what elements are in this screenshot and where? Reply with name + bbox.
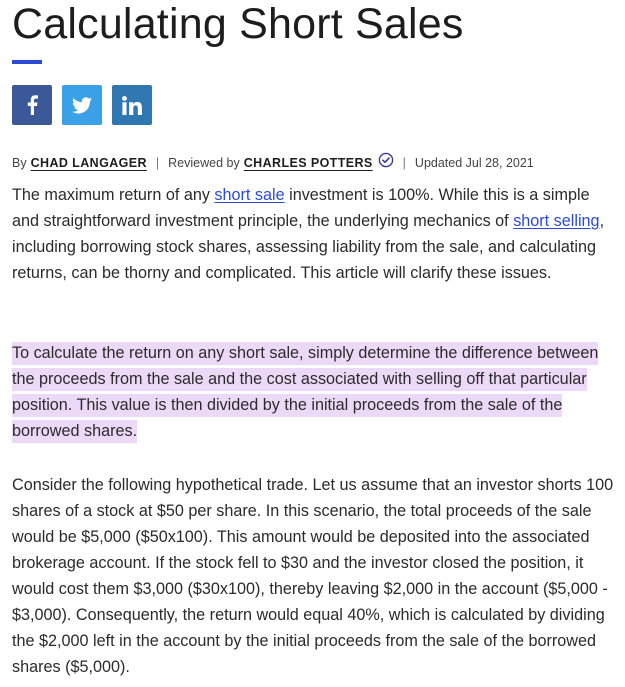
facebook-share-button[interactable] [12, 85, 52, 125]
text-segment: investment is 100%. While this is a simple and straightforward investment principle, the underlying mechanics of [12, 186, 590, 230]
text-segment: , including borrowing stock shares, assessing liability from the sale, and calculating returns, can be thorny and complicated. This article will clarify these issues. [12, 212, 605, 282]
reviewer-link[interactable]: CHARLES POTTERS [243, 156, 373, 170]
twitter-icon [72, 97, 92, 114]
by-label: By [12, 156, 27, 170]
updated-date: Updated Jul 28, 2021 [414, 156, 534, 170]
linkedin-icon [122, 96, 142, 115]
title-underline-accent [12, 60, 42, 64]
short-sale-link[interactable]: short sale [214, 186, 285, 204]
verified-check-icon [378, 152, 394, 174]
linkedin-share-button[interactable] [112, 85, 152, 125]
reviewed-by-label: Reviewed by [168, 156, 240, 170]
text-segment: The maximum return of any [12, 186, 215, 204]
twitter-share-button[interactable] [62, 85, 102, 125]
facebook-icon [26, 95, 38, 115]
byline-separator: | [155, 156, 160, 170]
short-selling-link[interactable]: short selling [513, 212, 600, 230]
example-paragraph: Consider the following hypothetical trade. Let us assume that an investor shorts 100 shares of a stock at $50 per share. In this scenario, the total proceeds of the sale would be $5,000 ($50x100). This amount would be deposited into the associated brokerage account. If the stock fell to $30 and the investor closed the position, it would cost them $3,000 ($30x100), thereby leaving $2,000 in the account ($5,000 - $3,000). Consequently, the return would equal 40%, which is calculated by dividing the $2,000 left in the account by the initial proceeds from the sale of the borrowed shares ($5,000). [12, 476, 614, 676]
author-link[interactable]: CHAD LANGAGER [30, 156, 147, 170]
highlighted-text: To calculate the return on any short sale, simply determine the difference between the proceeds from the sale and the cost associated with selling off that particular position. This value is then divided by the initial proceeds from the sale of the borrowed shares. [12, 342, 598, 443]
social-share-bar [12, 85, 152, 125]
intro-paragraph [12, 182, 617, 286]
byline [12, 153, 534, 173]
byline-separator: | [402, 156, 406, 170]
article-title: Calculating Short Sales [12, 0, 464, 48]
highlighted-paragraph [12, 340, 617, 444]
